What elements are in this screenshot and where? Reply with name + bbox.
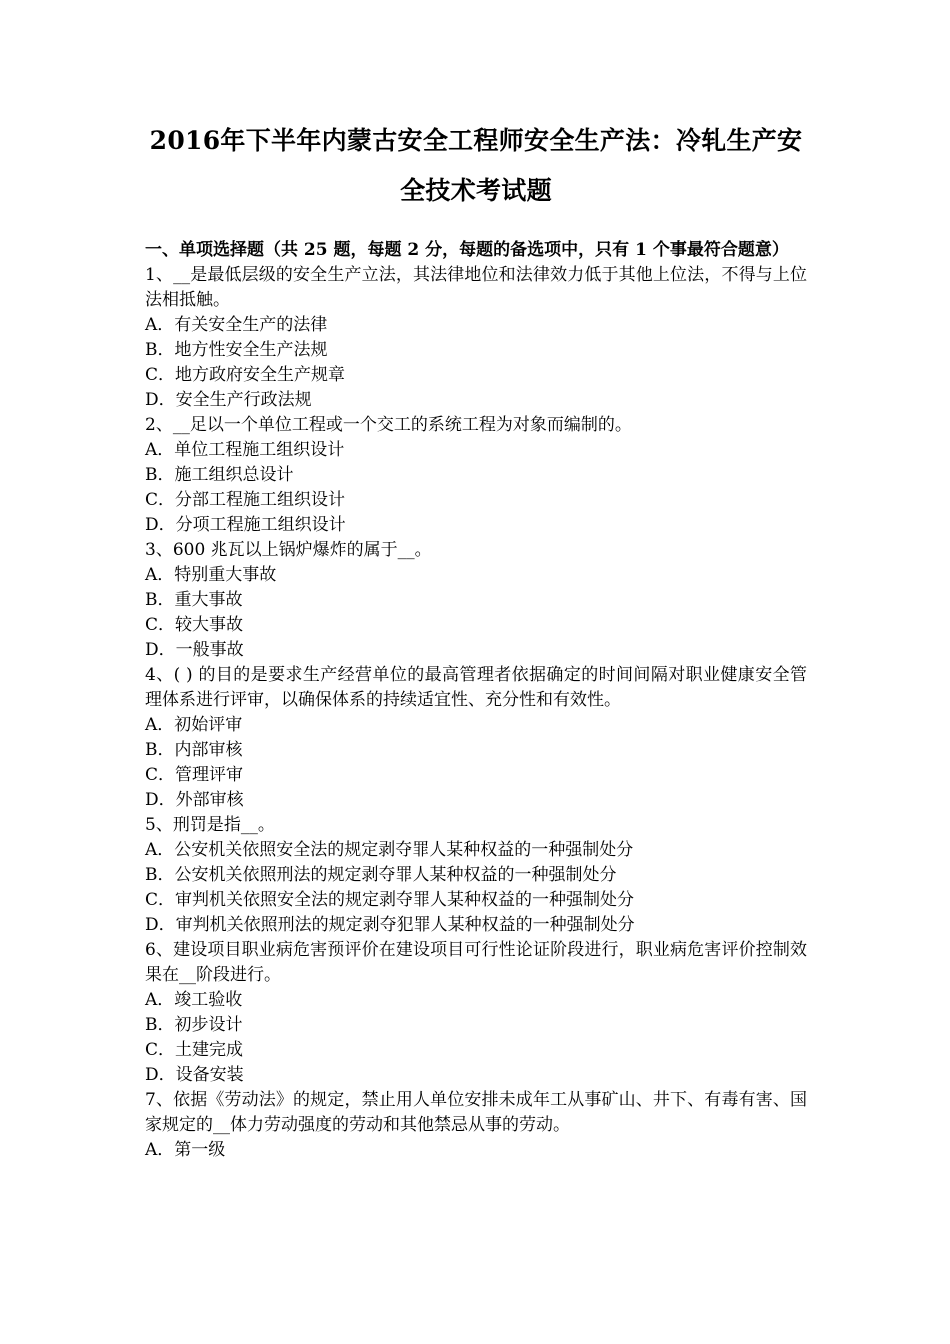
question-item [145, 663, 807, 813]
question-item [145, 1088, 807, 1163]
question-list [145, 263, 807, 1163]
answer-option: B．公安机关依照刑法的规定剥夺罪人某种权益的一种强制处分 [145, 865, 617, 885]
answer-option: A．有关安全生产的法律 [145, 315, 328, 335]
question-item [145, 413, 807, 538]
answer-option: D．外部审核 [145, 790, 244, 810]
answer-option: C．土建完成 [145, 1040, 244, 1060]
answer-option: C．较大事故 [145, 615, 244, 635]
question-text: 2、__足以一个单位工程或一个交工的系统工程为对象而编制的。 [145, 415, 632, 435]
answer-option: B．地方性安全生产法规 [145, 340, 328, 360]
section-heading: 一、单项选择题（共 25 题，每题 2 分，每题的备选项中，只有 1 个事最符合题意） [145, 240, 789, 260]
answer-option: D．设备安装 [145, 1065, 244, 1085]
question-item [145, 538, 807, 663]
document-title: 2016年下半年内蒙古安全工程师安全生产法：冷轧生产安全技术考试题 [149, 126, 803, 205]
answer-option: B．重大事故 [145, 590, 243, 610]
answer-option: A．公安机关依照安全法的规定剥夺罪人某种权益的一种强制处分 [145, 840, 634, 860]
question-text: 6、建设项目职业病危害预评价在建设项目可行性论证阶段进行，职业病危害评价控制效果在__阶段进行。 [145, 940, 807, 985]
answer-option: D．审判机关依照刑法的规定剥夺犯罪人某种权益的一种强制处分 [145, 915, 635, 935]
answer-option: A．特别重大事故 [145, 565, 277, 585]
answer-option: C．管理评审 [145, 765, 244, 785]
answer-option: A．单位工程施工组织设计 [145, 440, 345, 460]
answer-option: B．初步设计 [145, 1015, 243, 1035]
answer-option: C．地方政府安全生产规章 [145, 365, 346, 385]
question-text: 5、刑罚是指__。 [145, 815, 275, 835]
answer-option: A．第一级 [145, 1140, 226, 1160]
question-text: 4、( ) 的目的是要求生产经营单位的最高管理者依据确定的时间间隔对职业健康安全管理体系进行评审，以确保体系的持续适宜性、充分性和有效性。 [145, 665, 807, 710]
question-text: 1、__是最低层级的安全生产立法，其法律地位和法律效力低于其他上位法，不得与上位法相抵触。 [145, 265, 807, 310]
question-item [145, 813, 807, 938]
question-item [145, 263, 807, 413]
answer-option: C．分部工程施工组织设计 [145, 490, 346, 510]
answer-option: D．安全生产行政法规 [145, 390, 312, 410]
answer-option: A．初始评审 [145, 715, 243, 735]
question-text: 7、依据《劳动法》的规定，禁止用人单位安排未成年工从事矿山、井下、有毒有害、国家规定的__体力劳动强度的劳动和其他禁忌从事的劳动。 [145, 1090, 807, 1135]
answer-option: D．分项工程施工组织设计 [145, 515, 346, 535]
document-page [145, 0, 807, 1163]
answer-option: A．竣工验收 [145, 990, 243, 1010]
question-item [145, 938, 807, 1088]
answer-option: B．内部审核 [145, 740, 243, 760]
question-text: 3、600 兆瓦以上锅炉爆炸的属于__。 [145, 540, 432, 560]
answer-option: B．施工组织总设计 [145, 465, 294, 485]
answer-option: D．一般事故 [145, 640, 244, 660]
answer-option: C．审判机关依照安全法的规定剥夺罪人某种权益的一种强制处分 [145, 890, 635, 910]
